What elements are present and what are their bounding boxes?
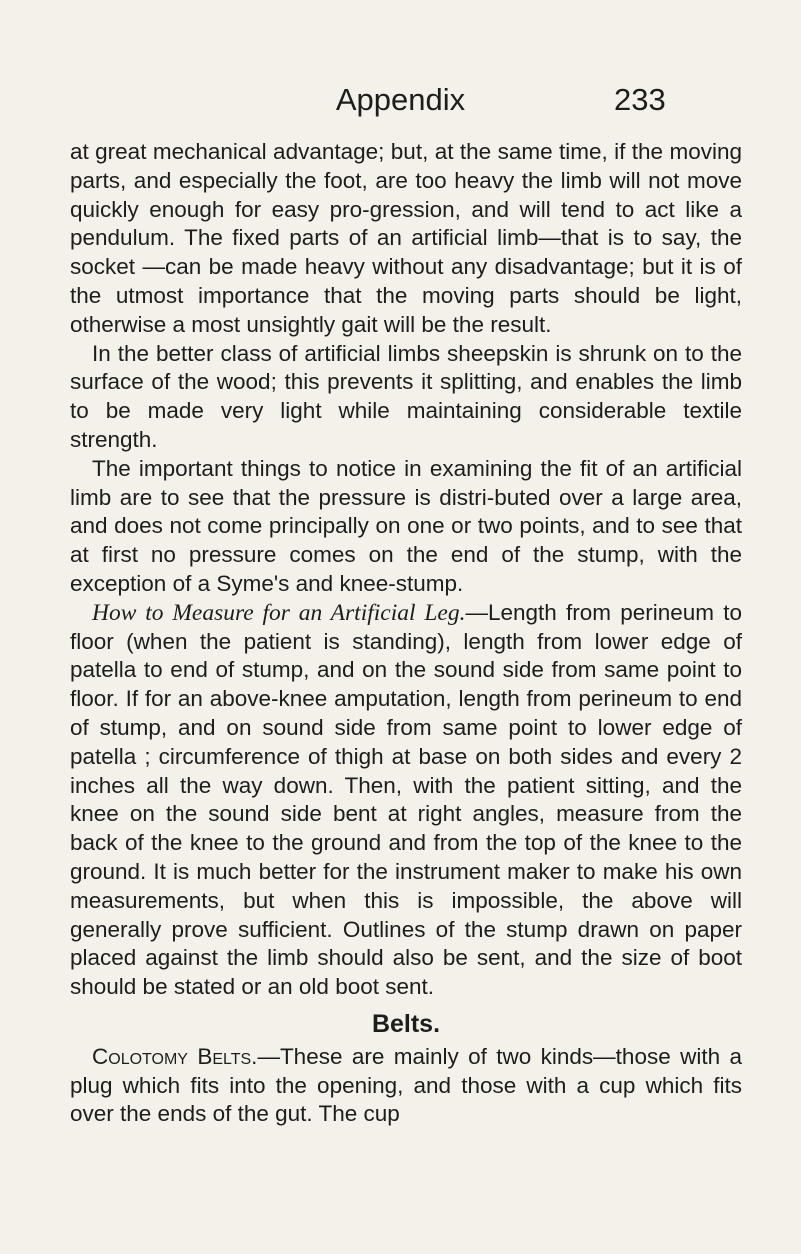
paragraph-lead-smallcaps: Colotomy Belts. [92,1043,258,1069]
paragraph: In the better class of artificial limbs sheepskin is shrunk on to the surface of the wood; this prevents it splitting, and enables the limb to be made very light while maintaining considerable textile strength. [70,340,742,452]
paragraph-text: —These are mainly of two kinds—those with a plug which fits into the opening, and those with a cup which fits over the ends of the gut. The cup [70,1043,742,1127]
paragraph: The important things to notice in examining the fit of an artificial limb are to see that the pressure is distri-buted over a large area, and does not come principally on one or two points, and to see that at first no pressure comes on the end of the stump, with the exception of a Syme's and knee-stump. [70,455,742,596]
paragraph-lead-italic: How to Measure for an Artificial Leg. [92,599,466,626]
running-head [0,82,801,126]
section-heading: Belts. [371,1009,441,1038]
body-text [70,138,742,1129]
page-number: 233 [614,82,666,117]
paragraph: at great mechanical advantage; but, at the same time, if the moving parts, and especially the foot, are too heavy the limb will not move quickly enough for easy pro-gression, and will tend to act like a pendulum. The fixed parts of an artificial limb—that is to say, the socket —can be made heavy without any disadvantage; but it is of the utmost importance that the moving parts should be light, otherwise a most unsightly gait will be the result. [70,139,742,337]
paragraph [70,1043,742,1129]
running-title: Appendix [335,82,466,117]
paragraph [70,599,742,1002]
paragraph-text: —Length from perineum to floor (when the patient is standing), length from lower edge of patella to end of stump, and on the sound side from same point to floor. If for an above-knee amputation, length from perineum to end of stump, and on sound side from same point to lower edge of patella ; circumference of thigh at base on both sides and every 2 inches all the way down. Then, with the patient sitting, and the knee on the sound side bent at right angles, measure from the back of the knee to the ground and from the top of the knee to the ground. It is much better for the instrument maker to make his own measurements, but when this is impossible, the above will generally prove sufficient. Outlines of the stump drawn on paper placed against the limb should also be sent, and the size of boot should be stated or an old boot sent. [70,599,743,1000]
